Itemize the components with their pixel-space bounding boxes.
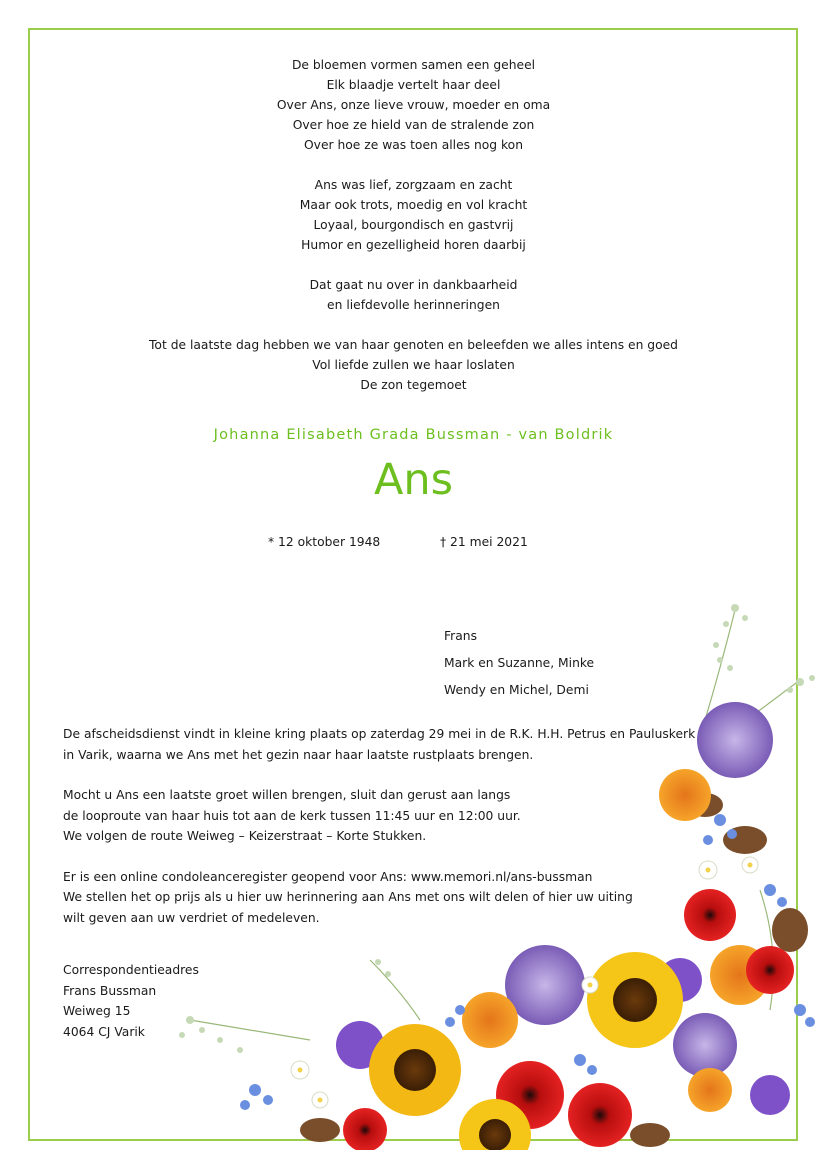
poem-line: Humor en gezelligheid horen daarbij xyxy=(301,238,526,252)
poem-line: Over hoe ze hield van de stralende zon xyxy=(292,118,535,132)
family-member: Frans xyxy=(444,629,477,643)
info-line: De afscheidsdienst vindt in kleine kring plaats op zaterdag 29 mei in de R.K. H.H. Petrus en Pauluskerk xyxy=(63,727,696,741)
flower-arrangement xyxy=(160,590,827,1150)
poem-stanza xyxy=(0,275,827,315)
address-line: Frans Bussman xyxy=(63,983,157,998)
poem xyxy=(0,55,827,415)
address-line: Correspondentieadres xyxy=(63,963,199,977)
info-line: Er is een online condoleanceregister geopend voor Ans: www.memori.nl/ans-bussman xyxy=(63,869,593,884)
poem-line: Vol liefde zullen we haar loslaten xyxy=(312,358,515,372)
birth-date: * 12 oktober 1948 xyxy=(268,535,381,549)
poem-line: en liefdevolle herinneringen xyxy=(327,298,500,312)
poem-line: Over hoe ze was toen alles nog kon xyxy=(303,138,523,152)
poem-stanza xyxy=(0,175,827,255)
info-line: We volgen de route Weiweg – Keizerstraat – Korte Stukken. xyxy=(63,829,427,843)
poem-line: De zon tegemoet xyxy=(360,378,467,392)
deceased-call-name: Ans xyxy=(373,455,454,505)
poem-line: Maar ook trots, moedig en vol kracht xyxy=(299,198,528,212)
poem-line: Elk blaadje vertelt haar deel xyxy=(326,78,501,92)
info-line: Mocht u Ans een laatste groet willen brengen, sluit dan gerust aan langs xyxy=(63,788,511,802)
family-member: Wendy en Michel, Demi xyxy=(444,683,589,697)
poem-stanza xyxy=(0,335,827,395)
poem-line: Tot de laatste dag hebben we van haar genoten en beleefden we alles intens en goed xyxy=(149,338,678,352)
poem-stanza xyxy=(0,55,827,155)
poem-line: Dat gaat nu over in dankbaarheid xyxy=(309,278,518,292)
death-date: † 21 mei 2021 xyxy=(440,535,528,549)
address-line: Weiweg 15 xyxy=(63,1004,131,1018)
family-member: Mark en Suzanne, Minke xyxy=(444,656,595,670)
poem-line: Loyaal, bourgondisch en gastvrij xyxy=(313,218,514,232)
address-line: 4064 CJ Varik xyxy=(63,1024,145,1039)
info-line: We stellen het op prijs als u hier uw herinnering aan Ans met ons wilt delen of hier uw uiting xyxy=(63,890,633,904)
info-line: in Varik, waarna we Ans met het gezin naar haar laatste rustplaats brengen. xyxy=(63,747,534,762)
info-line: de looproute van haar huis tot aan de kerk tussen 11:45 uur en 12:00 uur. xyxy=(63,808,521,823)
info-line: wilt geven aan uw verdriet of medeleven. xyxy=(63,910,320,925)
poem-line: Ans was lief, zorgzaam en zacht xyxy=(314,178,513,192)
deceased-full-name: Johanna Elisabeth Grada Bussman - van Boldrik xyxy=(213,427,614,443)
poem-line: Over Ans, onze lieve vrouw, moeder en oma xyxy=(276,98,551,112)
poem-line: De bloemen vormen samen een geheel xyxy=(291,58,536,72)
